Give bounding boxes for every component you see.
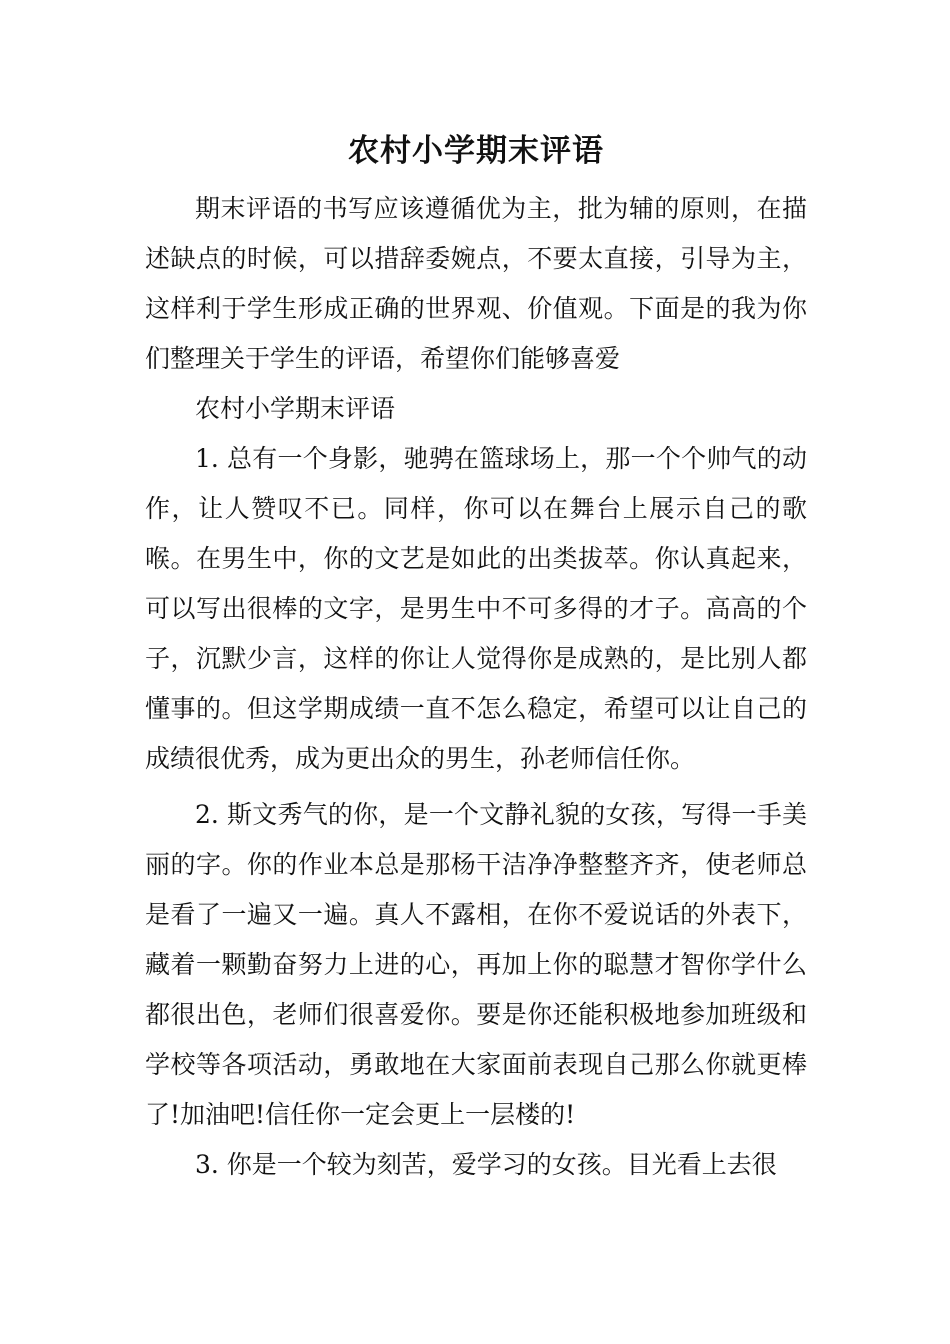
section-heading: 农村小学期末评语 xyxy=(195,394,396,423)
document-page xyxy=(145,126,807,1190)
intro-paragraph: 期末评语的书写应该遵循优为主，批为辅的原则，在描述缺点的时候，可以措辞委婉点，不要太直接，引导为主，这样利于学生形成正确的世界观、价值观。下面是的我为你们整理关于学生的评语，希望你们能够喜爱 xyxy=(145,194,807,373)
comment-item-3: 3. 你是一个较为刻苦，爱学习的女孩。目光看上去很 xyxy=(195,1150,777,1179)
comment-item-2: 2. 斯文秀气的你，是一个文静礼貌的女孩，写得一手美丽的字。你的作业本总是那杨干洁净净整整齐齐，使老师总是看了一遍又一遍。真人不露相，在你不爱说话的外表下，藏着一颗勤奋努力上进的心，再加上你的聪慧才智你学什么都很出色，老师们很喜爱你。要是你还能积极地参加班级和学校等各项活动，勇敢地在大家面前表现自己那么你就更棒了!加油吧!信任你一定会更上一层楼的! xyxy=(145,800,807,1129)
document-title: 农村小学期末评语 xyxy=(348,133,604,169)
comment-item-1: 1. 总有一个身影，驰骋在篮球场上，那一个个帅气的动作，让人赞叹不已。同样，你可以在舞台上展示自己的歌喉。在男生中，你的文艺是如此的出类拔萃。你认真起来，可以写出很棒的文字，是男生中不可多得的才子。高高的个子，沉默少言，这样的你让人觉得你是成熟的，是比别人都懂事的。但这学期成绩一直不怎么稳定，希望可以让自己的成绩很优秀，成为更出众的男生，孙老师信任你。 xyxy=(145,444,807,773)
